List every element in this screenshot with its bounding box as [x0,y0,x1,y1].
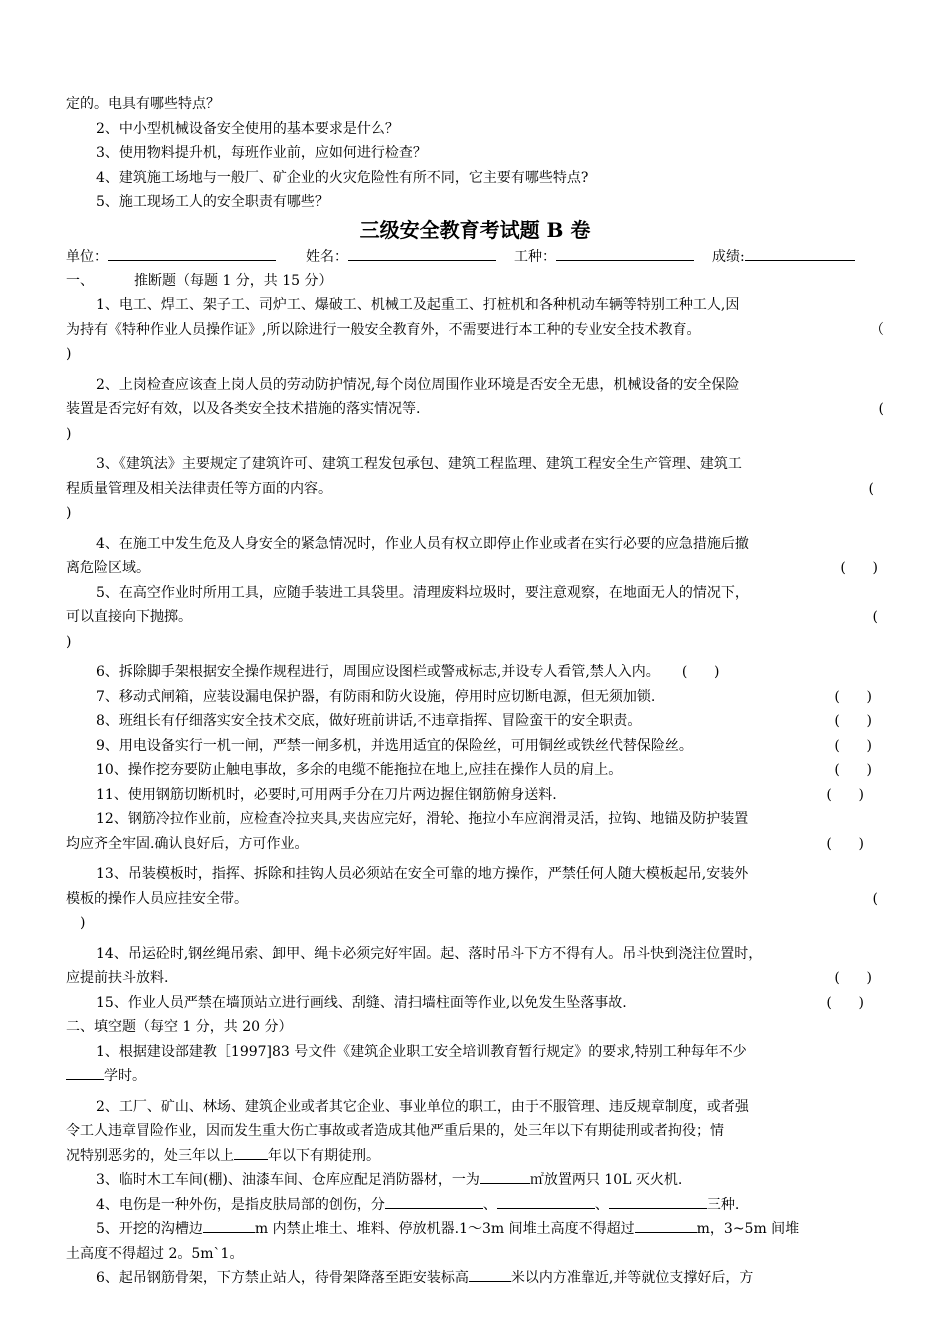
fill-question-3: 3、临时木工车间(棚)、油漆车间、仓库应配足消防器材，一为 ㎡放置两只 10L 灭火机. [66,1168,884,1193]
prev-question-5: 5、施工现场工人的安全职责有哪些？ [96,194,329,210]
name-label: 姓名： [306,248,348,265]
judge-question-5: 5、在高空作业时所用工具，应随手装进工具袋里。清理废料垃圾时，要注意观察，在地面无人的情况下， 可以直接向下抛掷。 ( ) [66,581,884,655]
fill-blank[interactable] [609,1194,707,1209]
unit-blank [108,245,276,261]
score-label: 成绩: [712,248,745,265]
name-blank [348,245,496,261]
judge-question-2: 2、上岗检查应该查上岗人员的劳动防护情况,每个岗位周围作业环境是否安全无患，机械设备的安全保险 装置是否完好有效，以及各类安全技术措施的落实情况等. ( ) [66,376,884,442]
prev-question-2: 2、中小型机械设备安全使用的基本要求是什么？ [96,120,399,137]
judge-question-9: 9、用电设备实行一机一闸，严禁一闸多机，并选用适宜的保险丝，可用铜丝或铁丝代替保险丝。 ( ) [66,734,884,759]
trade-blank [556,245,694,261]
answer-paren[interactable]: ( ) [840,560,878,576]
judge-question-3: 3、《建筑法》主要规定了建筑许可、建筑工程发包承包、建筑工程监理、建筑工程安全生产管理、建筑工 程质量管理及相关法律责任等方面的内容。 ( ) [66,452,884,526]
answer-paren-open[interactable]: ( [878,401,884,417]
answer-paren-open[interactable]: （ [870,321,884,338]
judge-question-12: 12、钢筋冷拉作业前，应检查冷拉夹具,夹齿应完好，滑轮、拖拉小车应润滑灵活，拉钩、地锚及防护装置 均应齐全牢固.确认良好后，方可作业。 ( ) [66,807,884,856]
fill-question-2: 2、工厂、矿山、林场、建筑企业或者其它企业、事业单位的职工，由于不服管理、违反规章制度，或者强 令工人违章冒险作业，因而发生重大伤亡事故或者造成其他严重后果的，处三年以下有期徒刑或者拘役；情 况特别恶劣的，处三年以上 年以下有期徒刑。 [66,1098,749,1164]
answer-paren[interactable]: ( ) [681,664,720,680]
fill-blank[interactable] [203,1218,255,1233]
fill-blank[interactable] [234,1145,268,1160]
prev-question-line: 定的。电具有哪些特点？ [66,96,220,112]
fill-blank[interactable] [480,1169,530,1184]
fill-blank[interactable] [469,1267,511,1282]
judge-question-1: 1、电工、焊工、架子工、司炉工、爆破工、机械工及起重工、打桩机和各种机动车辆等特别工种工人,因 为持有《特种作业人员操作证》,所以除进行一般安全教育外，不需要进行本工种的专业安全技术教育。 （ ) [66,297,884,362]
section2-heading: 二、填空题（每空 1 分，共 20 分） [66,1019,293,1035]
prev-question-4: 4、建筑施工场地与一般厂、矿企业的火灾危险性有所不同，它主要有哪些特点? [96,169,589,186]
answer-paren[interactable]: ( ) [826,786,864,803]
answer-paren[interactable]: ( ) [834,713,872,729]
fill-blank[interactable] [635,1218,697,1233]
answer-paren[interactable]: ( ) [834,762,872,778]
fill-question-1: 1、根据建设部建教［1997]83 号文件《建筑企业职工安全培训教育暂行规定》的要求,特别工种每年不少 学时。 [66,1040,884,1089]
judge-question-10: 10、操作挖夯要防止触电事故，多余的电缆不能拖拉在地上,应挂在操作人员的肩上。 ( ) [66,758,884,783]
answer-paren[interactable]: ( ) [834,970,872,986]
info-row [66,245,884,269]
answer-paren-open[interactable]: ( [872,890,878,907]
judge-question-11: 11、使用钢筋切断机时，必要时,可用两手分在刀片两边握住钢筋俯身送料. ( ) [66,783,884,808]
answer-paren-open[interactable]: ( [872,609,878,625]
prev-question-3: 3、使用物料提升机，每班作业前，应如何进行检查？ [96,145,427,161]
judge-question-13: 13、吊装模板时，指挥、拆除和挂钩人员必须站在安全可靠的地方操作，严禁任何人随大模板起吊,安装外 模板的操作人员应挂安全带。 ( ) [66,862,884,936]
section1-heading: 一、 推断题（每题 1 分，共 15 分） [66,272,333,289]
judge-question-6: 6、拆除脚手架根据安全操作规程进行，周围应设图栏或警戒标志,并设专人看管,禁人入内。 ( ) [96,664,720,680]
answer-paren[interactable]: ( ) [834,737,872,754]
fill-question-6: 6、起吊钢筋骨架，下方禁止站人，待骨架降落至距安装标高 米以内方准靠近,并等就位支撑好后，方 [66,1266,884,1291]
answer-paren[interactable]: ( ) [826,994,864,1011]
answer-paren-open[interactable]: ( [868,480,874,497]
answer-paren[interactable]: ( ) [826,835,864,852]
unit-label: 单位： [66,248,108,265]
judge-question-4: 4、在施工中发生危及人身安全的紧急情况时，作业人员有权立即停止作业或者在实行必要的应急措施后撤 离危险区域。 ( ) [66,532,884,581]
judge-question-14: 14、吊运砼时,钢丝绳吊索、卸甲、绳卡必须完好牢固。起、落时吊斗下方不得有人。吊斗快到浇注位置时， 应提前扶斗放料. ( ) [66,942,884,991]
judge-question-15: 15、作业人员严禁在墙顶站立进行画线、刮缝、清扫墙柱面等作业,以免发生坠落事故. ( ) [66,991,884,1016]
trade-label: 工种： [514,248,556,265]
fill-question-4: 4、电伤是一种外伤，是指皮肤局部的创伤，分 、 、 三种. [66,1193,884,1218]
judge-question-7: 7、移动式闸箱，应装设漏电保护器，有防雨和防火设施，停用时应切断电源，但无须加锁. ( ) [66,685,884,710]
judge-question-8: 8、班组长有仔细落实安全技术交底，做好班前讲话,不违章指挥、冒险蛮干的安全职责。 ( ) [66,709,884,734]
exam-title: 三级安全教育考试题 B 卷 [359,217,591,242]
fill-question-5: 5、开挖的沟槽边 m 内禁止堆土、堆料、停放机器.1～3m 间堆土高度不得超过 m，3~5m 间堆 土高度不得超过 2。5m`1。 [66,1217,884,1266]
fill-blank[interactable] [497,1194,595,1209]
exam-page [66,92,884,1291]
score-blank [745,245,855,261]
fill-blank[interactable] [66,1065,104,1080]
answer-paren[interactable]: ( ) [834,688,872,705]
fill-blank[interactable] [385,1194,483,1209]
